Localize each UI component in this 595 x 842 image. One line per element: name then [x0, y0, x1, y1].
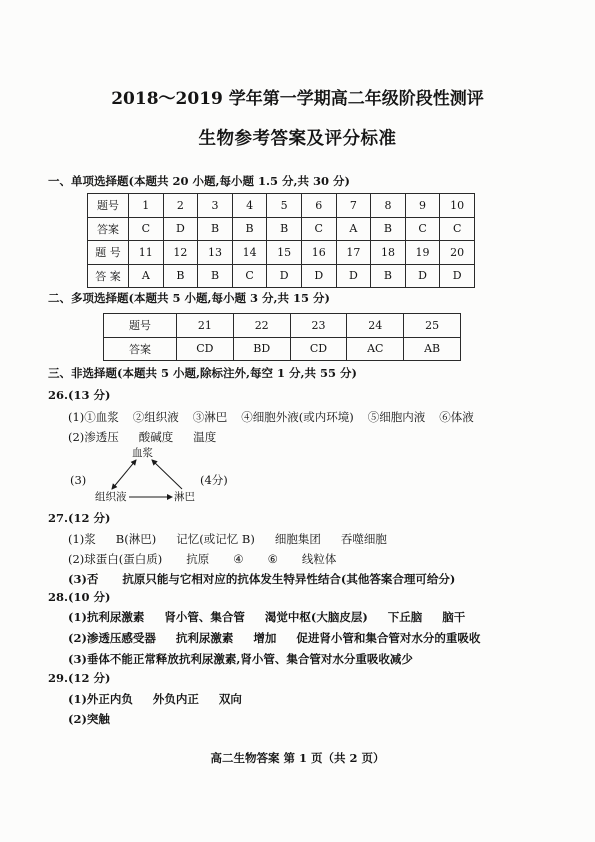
question-28-title: 28.(10 分)	[48, 590, 111, 604]
table-cell: 17	[336, 241, 371, 265]
table-cell: 23	[290, 314, 347, 338]
table-cell: 7	[336, 194, 371, 218]
table-cell: 16	[301, 241, 336, 265]
multiple-choice-heading: 二、多项选择题(本题共 5 小题,每小题 3 分,共 15 分)	[48, 291, 330, 305]
arrow-lymph-to-plasma	[152, 460, 182, 489]
answer-item: 垂体不能正常释放抗利尿激素,肾小管、集合管对水分重吸收减少	[86, 652, 413, 666]
answer-item: 抗利尿激素	[175, 631, 234, 645]
answer-item: 否	[86, 572, 99, 586]
table-cell: 24	[347, 314, 404, 338]
part-number: (2)	[68, 712, 87, 726]
table-cell: B	[371, 264, 406, 288]
answer-item: 吞噬细胞	[340, 532, 387, 546]
question-27-part-1	[68, 532, 407, 546]
diagram-node-tissue-fluid: 组织液	[95, 491, 127, 503]
row-label: 答案	[88, 217, 129, 241]
answer-item: 线粒体	[301, 552, 337, 566]
answer-item: B(淋巴)	[115, 532, 157, 546]
table-cell: 15	[267, 241, 302, 265]
table-cell: 10	[440, 194, 475, 218]
question-29-title: 29.(12 分)	[48, 671, 111, 685]
table-cell: 11	[129, 241, 164, 265]
page-subtitle: 生物参考答案及评分标准	[198, 129, 397, 149]
table-body	[88, 194, 475, 288]
diagram-part-number: (3)	[70, 473, 87, 487]
answer-item: 温度	[193, 430, 217, 444]
table-cell: 3	[198, 194, 233, 218]
table-cell: 8	[371, 194, 406, 218]
answer-item: 浆	[84, 532, 96, 546]
table-cell: 1	[129, 194, 164, 218]
arrow-plasma-tissue-fluid	[112, 460, 136, 489]
answer-item: 双向	[218, 692, 242, 706]
table-cell: C	[301, 217, 336, 241]
question-27-part-2	[68, 552, 360, 566]
single-choice-answer-table	[87, 193, 475, 288]
answer-item: 外负内正	[152, 692, 199, 706]
table-cell: 13	[198, 241, 233, 265]
row-label: 答案	[104, 337, 177, 361]
diagram-node-lymph: 淋巴	[174, 491, 195, 503]
answer-item: ⑥	[267, 552, 278, 566]
table-cell: 2	[163, 194, 198, 218]
table-row	[88, 241, 475, 265]
table-row	[104, 314, 461, 338]
table-row	[88, 264, 475, 288]
answer-item: 脑干	[442, 610, 466, 624]
answer-item: 促进肾小管和集合管对水分的重吸收	[296, 631, 481, 645]
table-cell: 4	[232, 194, 267, 218]
page-footer: 高二生物答案 第 1 页（共 2 页）	[210, 751, 385, 765]
diagram-arrows	[90, 440, 200, 502]
table-cell: 19	[405, 241, 440, 265]
table-cell: A	[336, 217, 371, 241]
diagram-score: (4分)	[200, 473, 228, 487]
part-number: (2)	[68, 430, 85, 444]
answer-item: 增加	[253, 631, 277, 645]
answer-item: 肾小管、集合管	[164, 610, 245, 624]
question-29-part-1	[68, 692, 262, 706]
part-number: (1)	[68, 410, 85, 424]
answer-item: ①血浆	[84, 410, 119, 424]
part-number: (3)	[68, 572, 87, 586]
table-cell: D	[267, 264, 302, 288]
question-28-part-1	[68, 610, 485, 624]
answer-item: 渗透压感受器	[86, 631, 156, 645]
row-label: 答 案	[88, 264, 129, 288]
table-cell: 9	[405, 194, 440, 218]
table-cell: C	[405, 217, 440, 241]
table-cell: C	[232, 264, 267, 288]
table-cell: AC	[347, 337, 404, 361]
question-26-part-1	[68, 410, 488, 424]
table-row	[88, 194, 475, 218]
table-cell: CD	[177, 337, 234, 361]
answer-item: 外正内负	[86, 692, 133, 706]
answer-item: ④细胞外液(或内环境)	[241, 410, 354, 424]
answer-item: 细胞集团	[274, 532, 321, 546]
answer-item: ③淋巴	[192, 410, 228, 424]
answer-item: 记忆(或记忆 B)	[176, 532, 255, 546]
single-choice-heading: 一、单项选择题(本题共 20 小题,每小题 1.5 分,共 30 分)	[48, 174, 350, 188]
part-number: (1)	[68, 610, 87, 624]
table-cell: C	[440, 217, 475, 241]
non-choice-heading: 三、非选择题(本题共 5 小题,除标注外,每空 1 分,共 55 分)	[48, 366, 357, 380]
answer-item: 突触	[86, 712, 110, 726]
table-cell: 5	[267, 194, 302, 218]
table-row	[88, 217, 475, 241]
answer-item: 抗原	[186, 552, 210, 566]
question-27-title: 27.(12 分)	[48, 511, 111, 525]
table-cell: B	[198, 217, 233, 241]
table-cell: 25	[404, 314, 461, 338]
answer-item: ⑥体液	[439, 410, 474, 424]
part-number: (3)	[68, 652, 87, 666]
table-cell: B	[198, 264, 233, 288]
table-cell: A	[129, 264, 164, 288]
answer-item: 抗原只能与它相对应的抗体发生特异性结合(其他答案合理可给分)	[122, 572, 456, 586]
answer-item: 球蛋白(蛋白质)	[84, 552, 163, 566]
table-cell: CD	[290, 337, 347, 361]
page-title: 2018～2019 学年第一学期高二年级阶段性测评	[111, 89, 484, 109]
answer-item: 下丘脑	[387, 610, 423, 624]
part-number: (1)	[68, 692, 87, 706]
row-label: 题号	[88, 194, 129, 218]
table-cell: D	[440, 264, 475, 288]
table-cell: 14	[232, 241, 267, 265]
question-28-part-2	[68, 631, 500, 645]
part-number: (2)	[68, 552, 85, 566]
table-cell: 20	[440, 241, 475, 265]
table-cell: 22	[233, 314, 290, 338]
answer-item: 渗透压	[84, 430, 119, 444]
question-29-part-2	[68, 712, 130, 726]
table-cell: BD	[233, 337, 290, 361]
table-cell: 21	[177, 314, 234, 338]
multiple-choice-answer-table	[103, 313, 461, 361]
table-cell: B	[371, 217, 406, 241]
table-cell: D	[336, 264, 371, 288]
table-cell: B	[267, 217, 302, 241]
answer-item: ⑤细胞内液	[367, 410, 426, 424]
row-label: 题号	[104, 314, 177, 338]
table-cell: D	[405, 264, 440, 288]
table-body	[104, 314, 461, 361]
answer-item: 酸碱度	[138, 430, 174, 444]
table-cell: D	[301, 264, 336, 288]
table-cell: C	[129, 217, 164, 241]
table-cell: 6	[301, 194, 336, 218]
answer-item: ④	[233, 552, 244, 566]
table-cell: B	[232, 217, 267, 241]
answer-item: 渴觉中枢(大脑皮层)	[264, 610, 368, 624]
diagram-node-plasma: 血浆	[132, 447, 153, 459]
question-28-part-3	[68, 652, 433, 666]
question-27-part-3	[68, 572, 479, 586]
answer-item: ②组织液	[132, 410, 179, 424]
row-label: 题 号	[88, 241, 129, 265]
answer-item: 抗利尿激素	[86, 610, 145, 624]
question-26-title: 26.(13 分)	[48, 388, 111, 402]
table-cell: B	[163, 264, 198, 288]
table-cell: AB	[404, 337, 461, 361]
table-row	[104, 337, 461, 361]
table-cell: 12	[163, 241, 198, 265]
table-cell: 18	[371, 241, 406, 265]
table-cell: D	[163, 217, 198, 241]
part-number: (2)	[68, 631, 87, 645]
part-number: (1)	[68, 532, 85, 546]
